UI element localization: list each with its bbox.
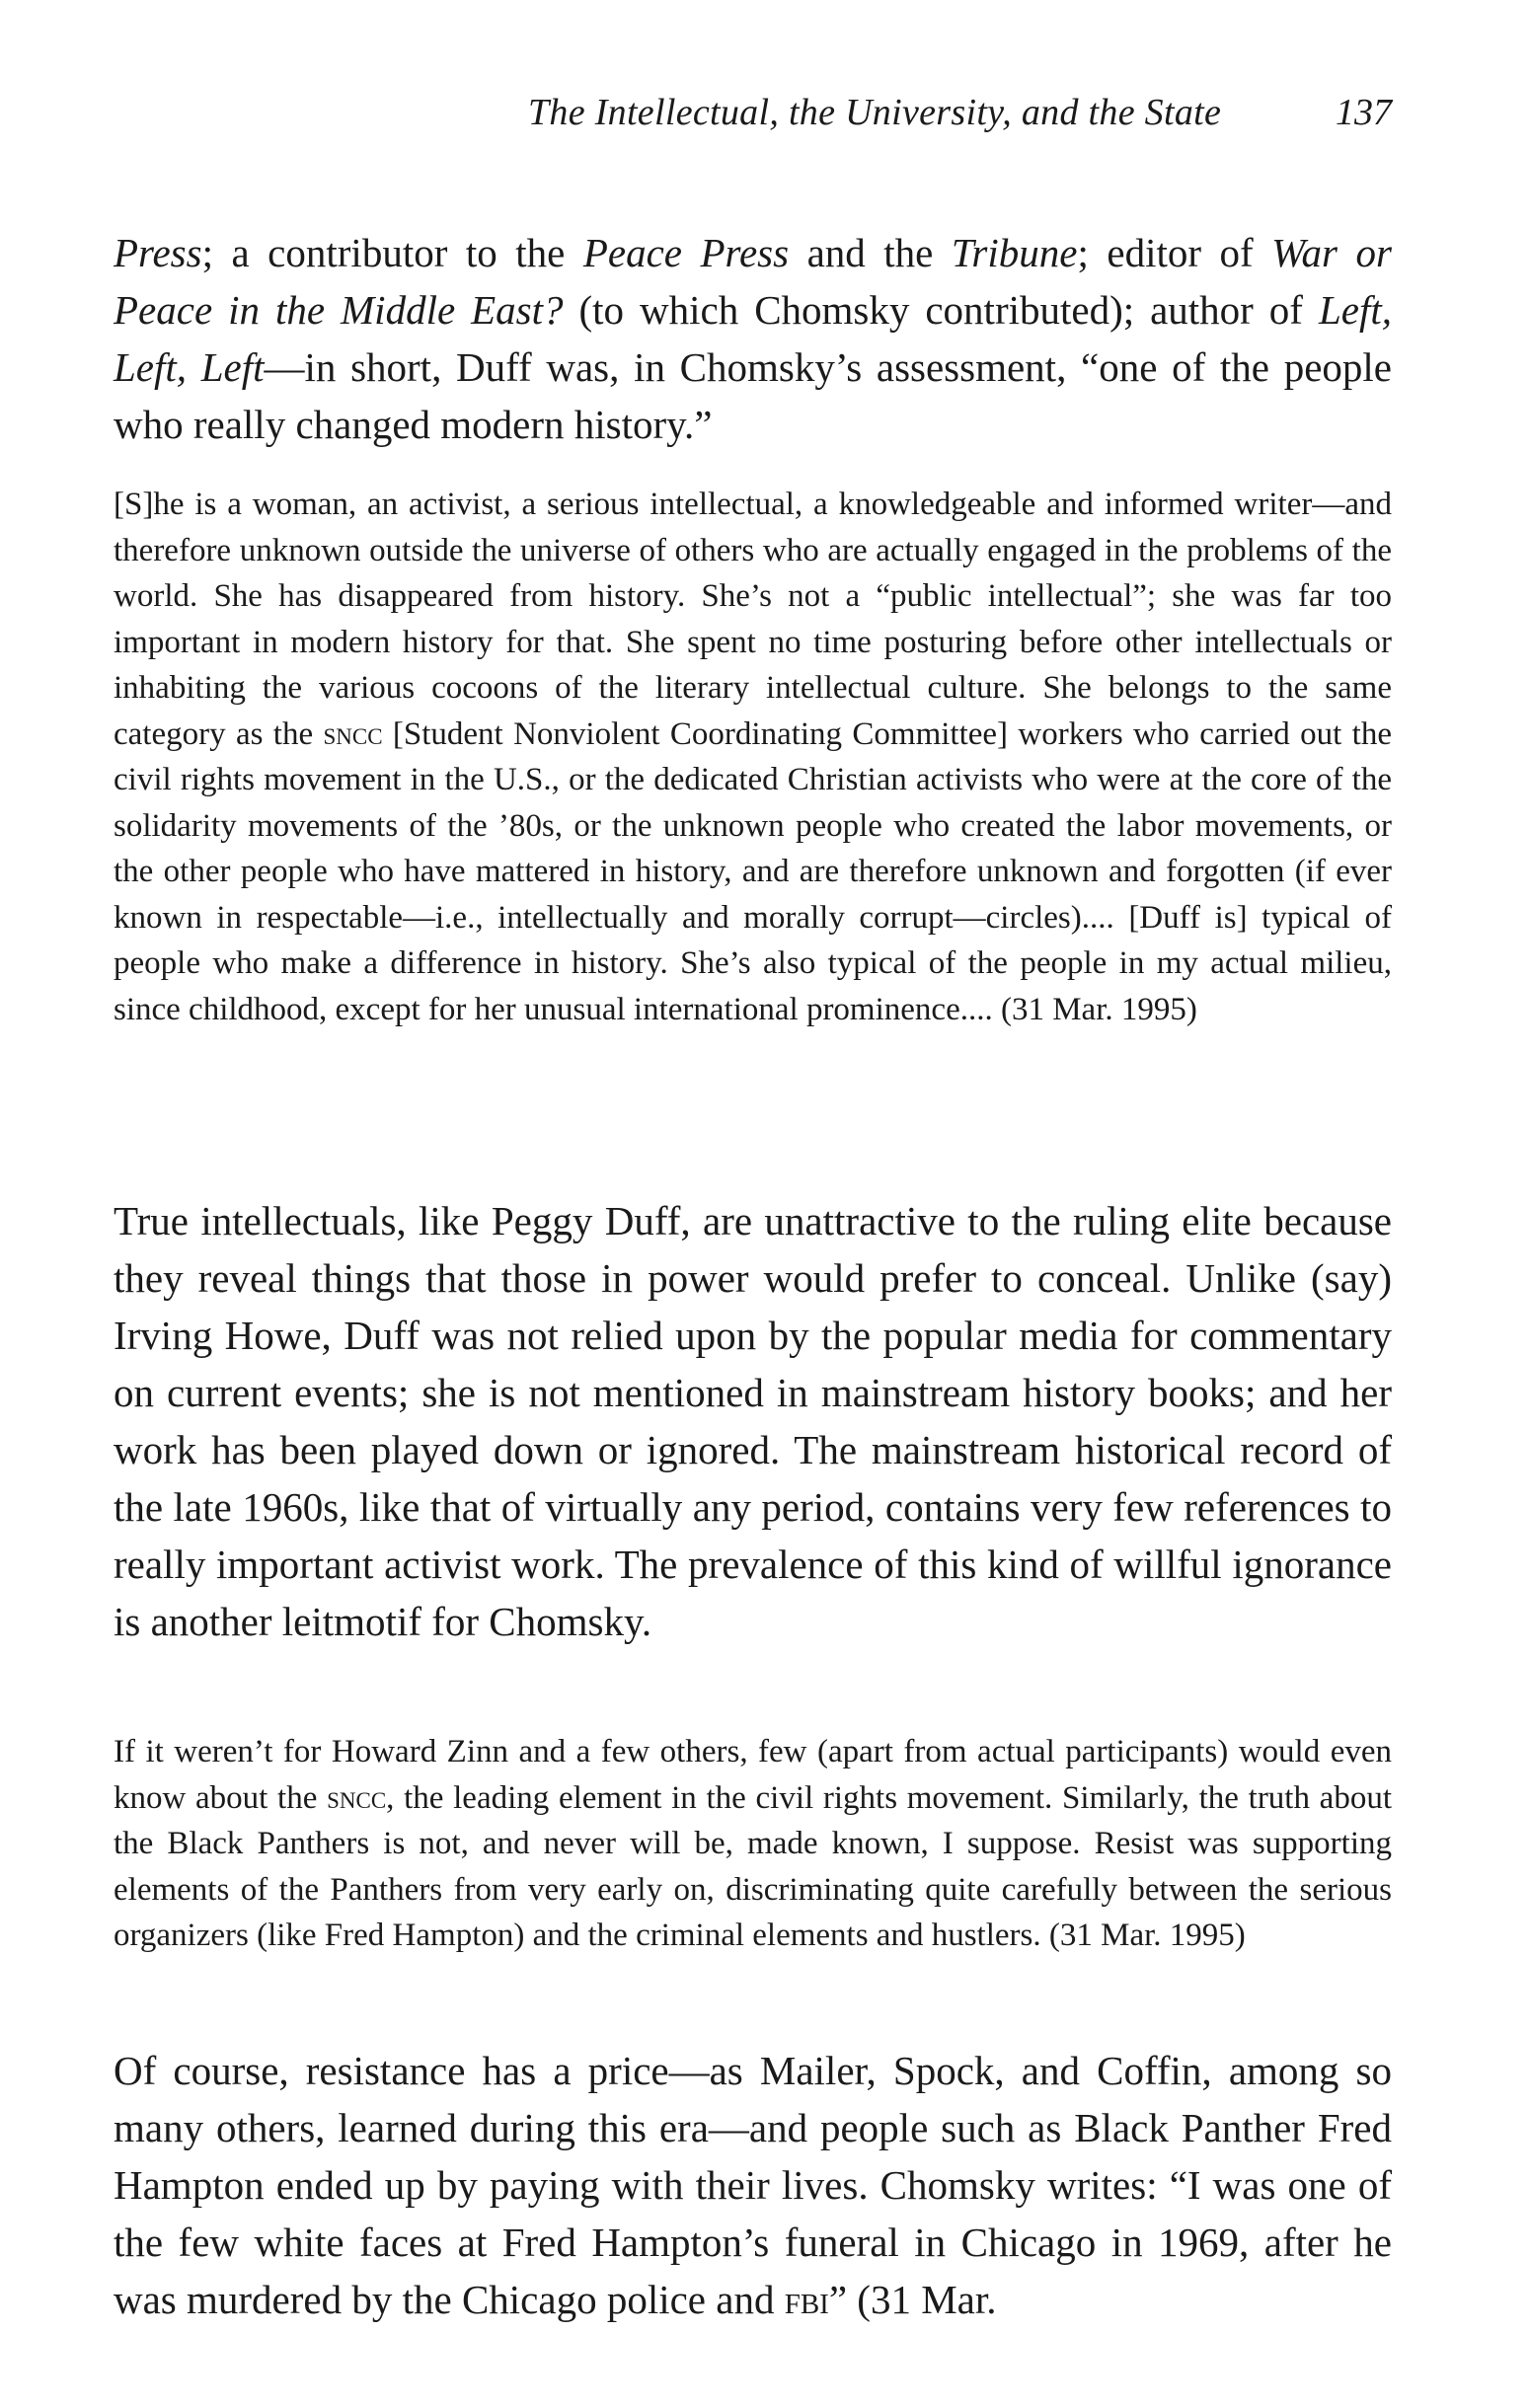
text-segment: Of course, resistance has a price—as Mailer, Spock, and Coffin, among so many others, learned during this era—and people such as Black Panther Fred Hampton ended up by paying with their lives. Chomsky writes: “I was one of the few white faces at Fred Hampton’s funeral in Chicago in 1969, after he was murdered by the Chicago police and: [114, 2048, 1403, 2322]
italic-text: Press: [114, 230, 202, 275]
block-quote: [114, 482, 1401, 1032]
running-header: [0, 91, 1392, 150]
body-paragraph: [114, 2042, 1403, 2328]
italic-text: War or Peace in the Middle East?: [114, 230, 1403, 333]
smallcaps-text: sncc: [323, 715, 383, 752]
page-number: 137: [1336, 92, 1392, 133]
body-paragraph: [114, 1192, 1403, 1650]
running-title: The Intellectual, the University, and the State: [528, 92, 1222, 133]
smallcaps-text: fbi: [784, 2277, 829, 2322]
smallcaps-text: sncc: [327, 1779, 387, 1816]
text-segment: , the leading element in the civil rights movement. Similarly, the truth about the Black Panthers is not, and never will be, made known, I suppose. Resist was supporting elements of the Panthers from very early on, discriminating quite carefully between the serious organizers (like Fred Hampton) and the criminal elements and hustlers. (31 Mar. 1995): [114, 1779, 1401, 1953]
text-segment: —in short, Duff was, in Chomsky’s assessment, “one of the people who really changed modern history.”: [114, 344, 1403, 447]
text-segment: (to which Chomsky contributed); author of: [563, 287, 1319, 333]
text-segment: If it weren’t for Howard Zinn and a few others, few (apart from actual participants) would even know about the: [114, 1734, 1401, 1816]
text-segment: ; a contributor to the: [201, 230, 583, 275]
text-segment: and the: [789, 230, 952, 275]
text-segment: [S]he is a woman, an activist, a serious intellectual, a knowledgeable and informed writer—and therefore unknown outside the universe of others who are actually engaged in the problems of the world. She has disappeared from history. She’s not a “public intellectual”; she was far too important in modern history for that. She spent no time posturing before other intellectuals or inhabiting the various cocoons of the literary intellectual culture. She belongs to the same category as the: [114, 487, 1401, 752]
text-segment: [Student Nonviolent Coordinating Committee] workers who carried out the civil rights movement in the U.S., or the dedicated Christian activists who were at the core of the solidarity movements of the ’80s, or the unknown people who created the labor movements, or the other people who have mattered in history, and are therefore unknown and forgotten (if ever known in respectable—i.e., intellectually and morally corrupt—circles).... [Duff is] typical of people who make a difference in history. She’s also typical of the people in my actual milieu, since childhood, except for her unusual international prominence.... (31 Mar. 1995): [114, 715, 1401, 1027]
italic-text: Tribune: [951, 230, 1078, 275]
text-segment: True intellectuals, like Peggy Duff, are unattractive to the ruling elite because they reveal things that those in power would prefer to conceal. Unlike (say) Irving Howe, Duff was not relied upon by the popular media for commentary on current events; she is not mentioned in mainstream history books; and her work has been played down or ignored. The mainstream historical record of the late 1960s, like that of virtually any period, contains very few references to really important activist work. The prevalence of this kind of willful ignorance is another leitmotif for Chomsky.: [114, 1198, 1403, 1644]
italic-text: Peace Press: [582, 230, 790, 275]
text-segment: ” (31 Mar.: [828, 2277, 997, 2322]
text-segment: ; editor of: [1077, 230, 1272, 275]
italic-text: Left, Left, Left: [114, 287, 1403, 390]
block-quote: [114, 1729, 1401, 1959]
body-paragraph: [114, 224, 1403, 453]
